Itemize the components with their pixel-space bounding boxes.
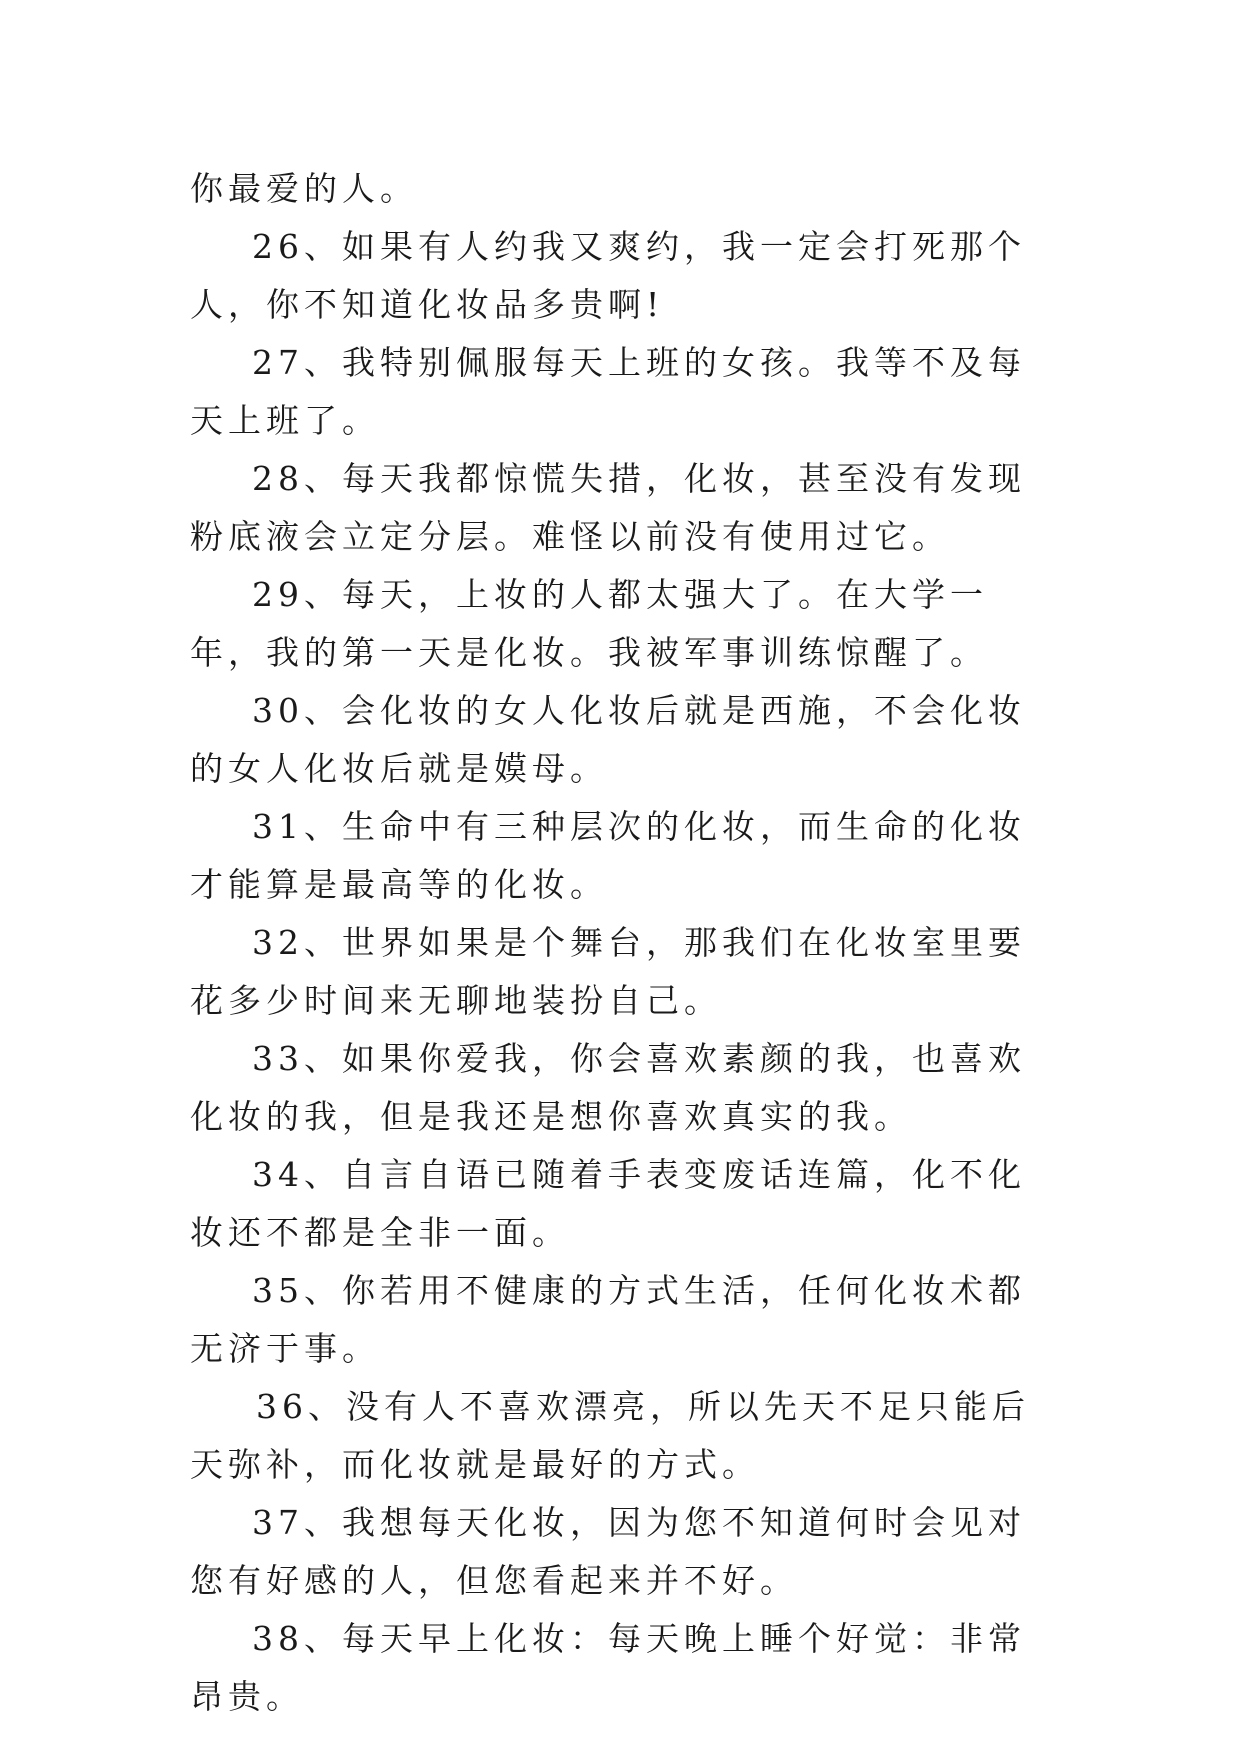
document-body [190,160,1060,1726]
paragraph-item-36: 36、没有人不喜欢漂亮，所以先天不足只能后天弥补，而化妆就是最好的方式。 [190,1387,1030,1484]
paragraph-item-33: 33、如果你爱我，你会喜欢素颜的我，也喜欢化妆的我，但是我还是想你喜欢真实的我。 [190,1039,1026,1136]
paragraph-item-35: 35、你若用不健康的方式生活，任何化妆术都无济于事。 [190,1271,1026,1368]
paragraph-item-26: 26、如果有人约我又爽约，我一定会打死那个人，你不知道化妆品多贵啊! [190,227,1026,324]
paragraph-item-29: 29、每天，上妆的人都太强大了。在大学一年，我的第一天是化妆。我被军事训练惊醒了。 [190,575,988,672]
paragraph-item-31: 31、生命中有三种层次的化妆，而生命的化妆才能算是最高等的化妆。 [190,807,1026,904]
paragraph-item-28: 28、每天我都惊慌失措，化妆，甚至没有发现粉底液会立定分层。难怪以前没有使用过它。 [190,459,1026,556]
paragraph-continuation: 你最爱的人。 [190,169,418,208]
paragraph-item-32: 32、世界如果是个舞台，那我们在化妆室里要花多少时间来无聊地装扮自己。 [190,923,1026,1020]
paragraph-item-30: 30、会化妆的女人化妆后就是西施，不会化妆的女人化妆后就是嫫母。 [190,691,1026,788]
paragraph-item-37: 37、我想每天化妆，因为您不知道何时会见对您有好感的人，但您看起来并不好。 [190,1503,1026,1600]
paragraph-item-34: 34、自言自语已随着手表变废话连篇，化不化妆还不都是全非一面。 [190,1155,1026,1252]
paragraph-item-38: 38、每天早上化妆：每天晚上睡个好觉：非常昂贵。 [190,1619,1026,1716]
paragraph-item-27: 27、我特别佩服每天上班的女孩。我等不及每天上班了。 [190,343,1026,440]
